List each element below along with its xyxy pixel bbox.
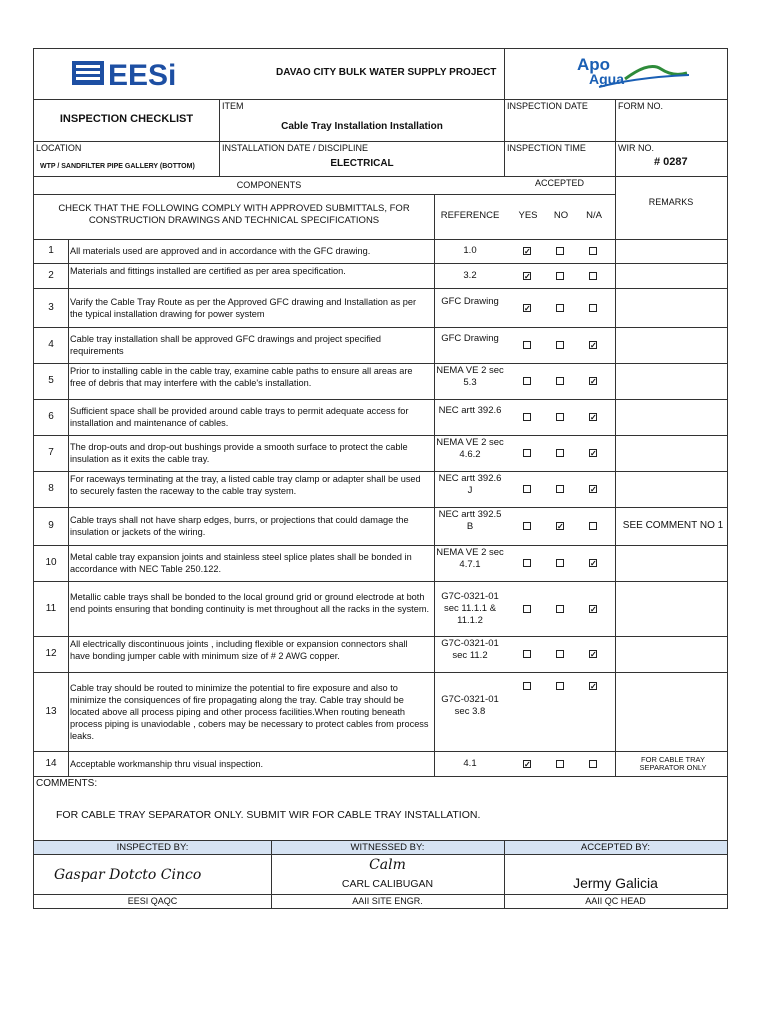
row-number: 11 [45,602,57,614]
no-checkbox[interactable] [556,272,564,280]
row-description: All electrically discontinuous joints , including flexible or expansion connectors shall have bonding jumper cable with minimum size of # 2 AWG copper. [70,639,408,661]
yes-checkbox[interactable] [523,341,531,349]
apo-agua-logo [539,51,727,97]
row-reference: G7C-0321-01 sec 11.1.1 & 11.1.2 [441,590,499,626]
item-label: ITEM [222,101,244,111]
inspection-date-label: INSPECTION DATE [507,101,588,111]
na-checkbox[interactable]: ✓ [590,559,597,568]
accepted-header: ACCEPTED [534,178,584,188]
agua-logo-text: Agua [589,71,624,87]
row-reference: 1.0 [463,245,477,256]
no-checkbox[interactable] [556,377,564,385]
row-description: Acceptable workmanship thru visual inspection. [70,758,264,769]
row-description: Sufficient space shall be provided around cable trays to permit adequate access for installation and maintenance of cables. [70,406,409,428]
witness-role: AAII SITE ENGR. [352,896,423,906]
na-checkbox[interactable]: ✓ [590,377,597,386]
row-reference: NEC artt 392.5 B [438,509,502,532]
table-row [34,636,727,672]
apo-logo-text: Apo [577,55,611,74]
table-row [34,327,727,363]
wir-value: # 0287 [654,156,688,168]
inspection-form [33,48,728,909]
inspected-by-label: INSPECTED BY: [116,842,189,853]
table-row [34,399,727,435]
witnessed-by-label: WITNESSED BY: [350,842,425,853]
yes-checkbox[interactable] [523,485,531,493]
row-description: Prior to installing cable in the cable tray, examine cable paths to ensure all areas are free of debris that may interfere with the cable's installation. [70,366,413,388]
no-checkbox[interactable] [556,650,564,658]
yes-checkbox[interactable]: ✓ [524,760,531,769]
row-reference: NEMA VE 2 sec 4.7.1 [436,547,504,570]
no-checkbox[interactable] [556,485,564,493]
table-row [34,545,727,581]
yes-checkbox[interactable]: ✓ [524,247,531,256]
row-description: Varify the Cable Tray Route as per the Approved GFC drawing and Installation as per the typical installation drawing for power system [70,296,417,319]
row-number: 4 [48,339,54,350]
no-checkbox[interactable] [556,559,564,567]
yes-checkbox[interactable] [523,449,531,457]
no-checkbox[interactable] [556,682,564,690]
row-description: Metal cable tray expansion joints and stainless steel splice plates shall be bonded in accordance with NEC Table 250.122. [70,552,412,574]
table-row [34,239,727,263]
no-checkbox[interactable]: ✓ [557,522,564,531]
na-checkbox[interactable] [589,247,597,255]
yes-checkbox[interactable]: ✓ [524,304,531,313]
row-reference: GFC Drawing [441,333,499,344]
na-checkbox[interactable]: ✓ [590,485,597,494]
row-number: 6 [48,411,54,422]
row-description: Cable tray should be routed to minimize the potential to fire exposure and also to minimize the consiquences of fire propagating along the tray. Cable tray should be located above all process piping and other process facilities.When routing beneath process piping is unaviodable , cobers may be necessary to protect cables from process leaks. [70,682,429,741]
table-row [34,263,727,288]
no-checkbox[interactable] [556,341,564,349]
na-checkbox[interactable]: ✓ [590,650,597,659]
check-instruction: CHECK THAT THE FOLLOWING COMPLY WITH APPROVED SUBMITTALS, FOR CONSTRUCTION DRAWINGS AND TECHNICAL SPECIFICATIONS [58,203,410,226]
no-checkbox[interactable] [556,449,564,457]
location-label: LOCATION [36,143,82,153]
row-reference: 4.1 [463,757,477,769]
row-number: 5 [48,375,54,386]
row-number: 10 [45,557,57,568]
table-row [34,672,727,751]
inspector-role: EESI QAQC [127,896,178,906]
yes-checkbox[interactable] [523,605,531,613]
yes-checkbox[interactable]: ✓ [524,272,531,281]
yes-checkbox[interactable] [523,650,531,658]
row-description: Metallic cable trays shall be bonded to the local ground grid or ground electrode at both end points ensuring that bonding continuity is met throughout all the racks in the system. [70,591,430,614]
na-checkbox[interactable]: ✓ [590,413,597,422]
row-number: 12 [45,648,57,659]
yes-checkbox[interactable] [523,682,531,690]
accepted-by-label: ACCEPTED BY: [580,842,651,853]
install-date-label: INSTALLATION DATE / DISCIPLINE [222,143,369,153]
yes-checkbox[interactable] [523,522,531,530]
row-reference: G7C-0321-01 sec 11.2 [441,638,499,661]
row-description: The drop-outs and drop-out bushings provide a smooth surface to protect the cable insulation as it exits the cable tray. [70,442,408,464]
project-title: DAVAO CITY BULK WATER SUPPLY PROJECT [276,67,497,78]
row-reference: G7C-0321-01 sec 3.8 [441,693,499,717]
item-value: Cable Tray Installation Installation [281,121,443,132]
row-description: Materials and fittings installed are certified as per area specification. [70,266,346,276]
row-number: 2 [48,269,54,281]
row-description: Cable trays shall not have sharp edges, burrs, or projections that could damage the insulation or jackets of the wiring. [70,515,409,537]
yes-checkbox[interactable] [523,413,531,421]
no-checkbox[interactable] [556,304,564,312]
row-remark: FOR CABLE TRAY SEPARATOR ONLY [639,754,707,772]
components-header: COMPONENTS [236,180,302,190]
wir-label: WIR NO. [618,143,654,153]
yes-checkbox[interactable] [523,559,531,567]
table-row [34,507,727,545]
table-row [34,751,727,776]
na-header: N/A [586,210,602,221]
table-row [34,581,727,636]
no-checkbox[interactable] [556,760,564,768]
row-number: 8 [48,483,54,494]
eesi-logo-text: EESi [108,59,177,88]
acceptor-role: AAII QC HEAD [585,896,646,906]
na-checkbox[interactable]: ✓ [590,341,597,350]
row-reference: NEMA VE 2 sec 4.6.2 [436,437,504,460]
inspector-signature: Gaspar Dotcto Cinco [54,867,202,883]
no-checkbox[interactable] [556,605,564,613]
comments-text: FOR CABLE TRAY SEPARATOR ONLY. SUBMIT WIR FOR CABLE TRAY INSTALLATION. [56,809,481,821]
inspection-time-label: INSPECTION TIME [507,143,586,153]
row-number: 1 [48,245,54,256]
na-checkbox[interactable] [589,760,597,768]
comments-label: COMMENTS: [36,778,98,789]
row-number: 9 [48,520,54,531]
na-checkbox[interactable]: ✓ [590,605,597,614]
remarks-header: REMARKS [648,197,694,207]
row-remark: SEE COMMENT NO 1 [622,520,724,531]
location-value: WTP / SANDFILTER PIPE GALLERY (BOTTOM) [40,163,195,170]
table-row [34,471,727,507]
row-description: All materials used are approved and in accordance with the GFC drawing. [70,246,371,256]
form-no-label: FORM NO. [618,101,663,111]
na-checkbox[interactable]: ✓ [590,682,597,691]
row-description: For raceways terminating at the tray, a listed cable tray clamp or adapter shall be used to securely fasten the raceway to the cable tray system. [70,474,421,496]
row-number: 13 [45,705,57,717]
acceptor-name: Jermy Galicia [573,875,658,891]
row-reference: NEMA VE 2 sec 5.3 [436,365,504,388]
row-number: 3 [48,301,54,313]
table-row [34,288,727,327]
row-reference: NEC artt 392.6 J [438,473,502,496]
na-checkbox[interactable] [589,522,597,530]
na-checkbox[interactable]: ✓ [590,449,597,458]
table-row [34,435,727,471]
discipline-value: ELECTRICAL [330,158,394,169]
row-reference: GFC Drawing [441,295,499,307]
form-title: INSPECTION CHECKLIST [59,113,194,125]
na-checkbox[interactable] [589,304,597,312]
row-number: 7 [48,447,54,458]
no-header: NO [553,210,569,221]
eesi-logo [72,58,227,88]
row-number: 14 [45,757,57,769]
row-description: Cable tray installation shall be approved GFC drawings and project specified requirements [70,334,382,356]
na-checkbox[interactable] [589,272,597,280]
witness-name: CARL CALIBUGAN [341,878,434,890]
witness-signature: Calm [369,857,406,873]
no-checkbox[interactable] [556,413,564,421]
yes-checkbox[interactable] [523,377,531,385]
table-row [34,363,727,399]
reference-header: REFERENCE [440,210,500,221]
row-reference: NEC artt 392.6 [438,405,502,416]
yes-header: YES [518,210,538,221]
no-checkbox[interactable] [556,247,564,255]
row-reference: 3.2 [463,269,477,281]
